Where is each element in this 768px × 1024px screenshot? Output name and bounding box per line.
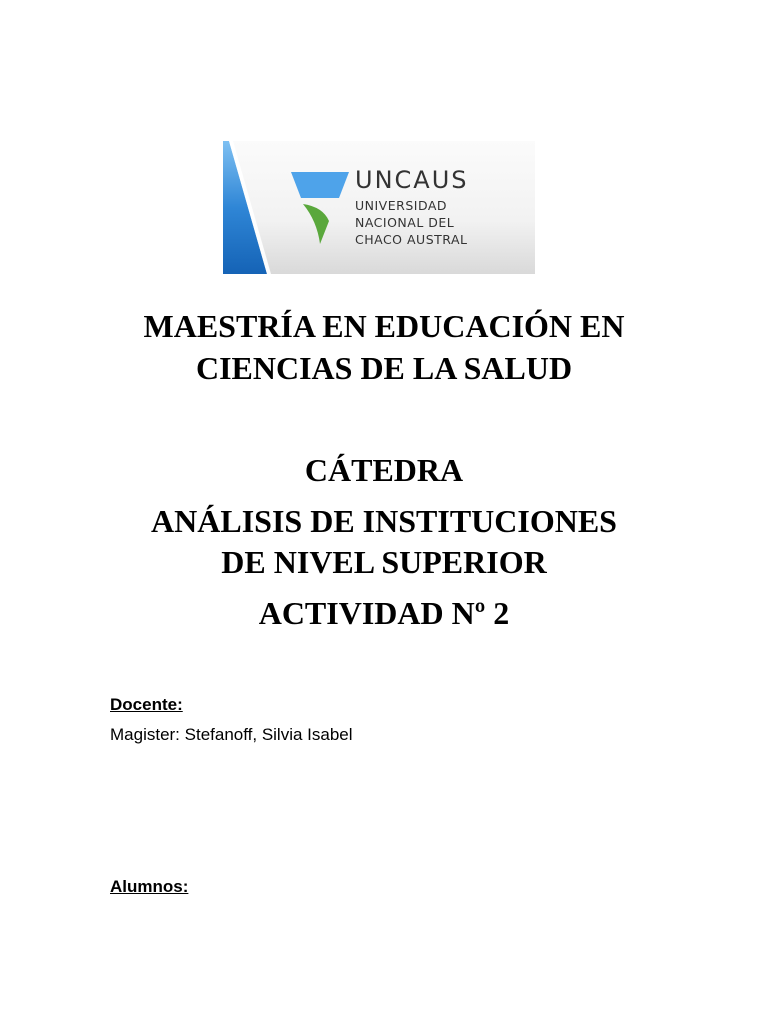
catedra-label: CÁTEDRA [304,452,464,488]
docente-value: Magister: Stefanoff, Silvia Isabel [110,725,353,744]
logo-line-1: UNIVERSIDAD [355,198,448,213]
logo-line-2: NACIONAL DEL [355,215,455,230]
course-name-line-1: ANÁLISIS DE INSTITUCIONES [151,503,617,539]
course-name-line-2: DE NIVEL SUPERIOR [221,544,547,580]
activity-title: ACTIVIDAD Nº 2 [258,595,510,631]
logo-name: UNCAUS [355,166,469,194]
alumnos-label: Alumnos: [110,877,189,896]
university-logo [223,141,535,274]
docente-label: Docente: [110,695,183,714]
program-title-line-1: MAESTRÍA EN EDUCACIÓN EN [143,308,625,344]
logo-line-3: CHACO AUSTRAL [355,232,468,247]
program-title-line-2: CIENCIAS DE LA SALUD [195,350,573,386]
